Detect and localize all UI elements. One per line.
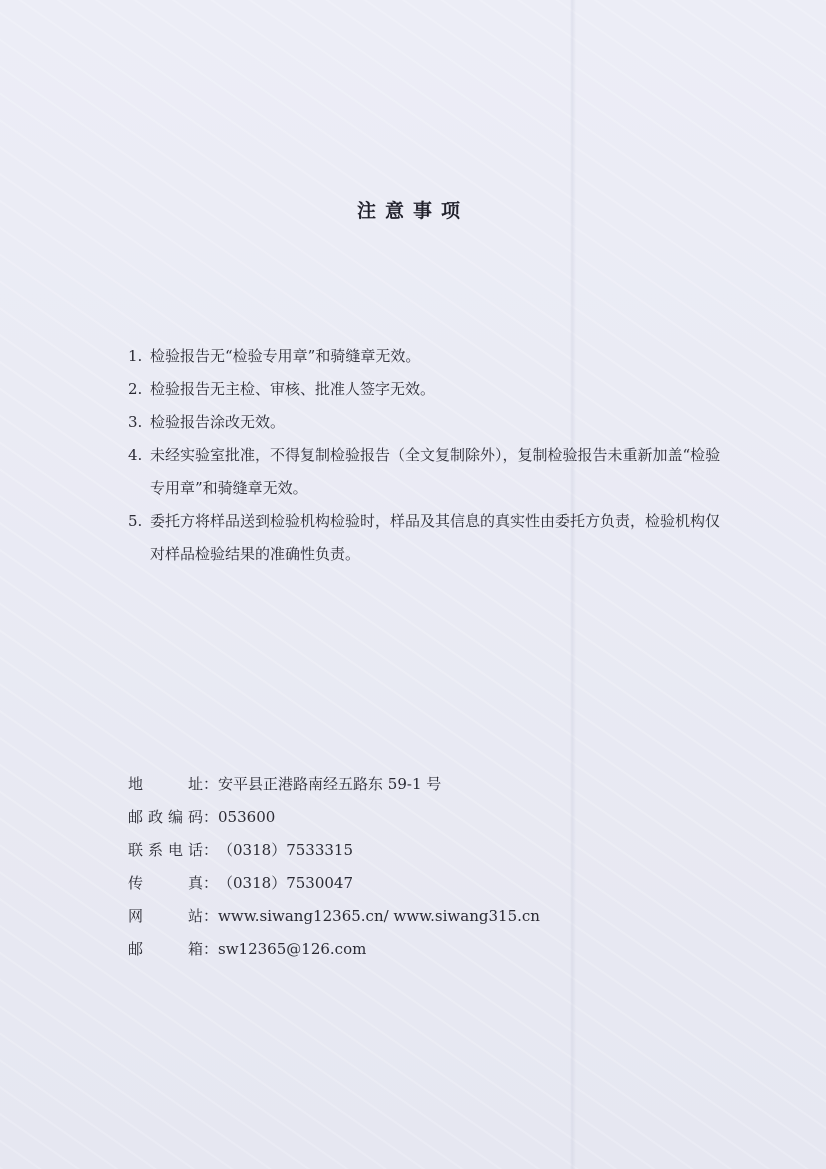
page-title: 注意事项 — [356, 200, 469, 222]
notice-text: 委托方将样品送到检验机构检验时，样品及其信息的真实性由委托方负责，检验机构仅对样品检验结果的准确性负责。 — [150, 512, 721, 563]
contact-value: （0318）7530047 — [218, 874, 353, 892]
contact-value: www.siwang12365.cn/ www.siwang315.cn — [218, 907, 540, 925]
contact-email — [128, 933, 728, 966]
contact-fax — [128, 867, 728, 900]
notice-text: 检验报告无主检、审核、批准人签字无效。 — [150, 380, 436, 398]
contact-label: 邮政编码 — [128, 808, 203, 826]
contact-colon: ： — [203, 907, 219, 925]
contact-colon: ： — [203, 874, 219, 892]
notice-text: 未经实验室批准，不得复制检验报告（全文复制除外），复制检验报告未重新加盖“检验专用章”和骑缝章无效。 — [150, 446, 721, 497]
contact-colon: ： — [203, 775, 219, 793]
contact-label: 邮箱 — [128, 940, 203, 958]
contact-postcode — [128, 801, 728, 834]
contact-value: （0318）7533315 — [218, 841, 353, 859]
notice-number: 4. — [128, 446, 143, 464]
notice-list — [128, 340, 728, 571]
contact-label: 传真 — [128, 874, 203, 892]
contact-colon: ： — [203, 808, 219, 826]
contact-colon: ： — [203, 841, 219, 859]
contact-colon: ： — [203, 940, 219, 958]
contact-label: 地址 — [128, 775, 203, 793]
contact-info — [128, 768, 728, 966]
contact-label: 网站 — [128, 907, 203, 925]
notice-item — [128, 439, 728, 505]
notice-text: 检验报告无“检验专用章”和骑缝章无效。 — [150, 347, 421, 365]
contact-label: 联系电话 — [128, 841, 203, 859]
contact-value: 安平县正港路南经五路东 59-1 号 — [218, 775, 442, 793]
contact-value: 053600 — [218, 808, 276, 826]
notice-number: 3. — [128, 413, 143, 431]
notice-item — [128, 373, 728, 406]
contact-address — [128, 768, 728, 801]
notice-item — [128, 505, 728, 571]
contact-value: sw12365@126.com — [218, 940, 367, 958]
contact-phone — [128, 834, 728, 867]
notice-number: 1. — [128, 347, 143, 365]
notice-text: 检验报告涂改无效。 — [150, 413, 286, 431]
notice-number: 5. — [128, 512, 143, 530]
notice-item — [128, 340, 728, 373]
notice-item — [128, 406, 728, 439]
contact-website — [128, 900, 728, 933]
notice-number: 2. — [128, 380, 143, 398]
